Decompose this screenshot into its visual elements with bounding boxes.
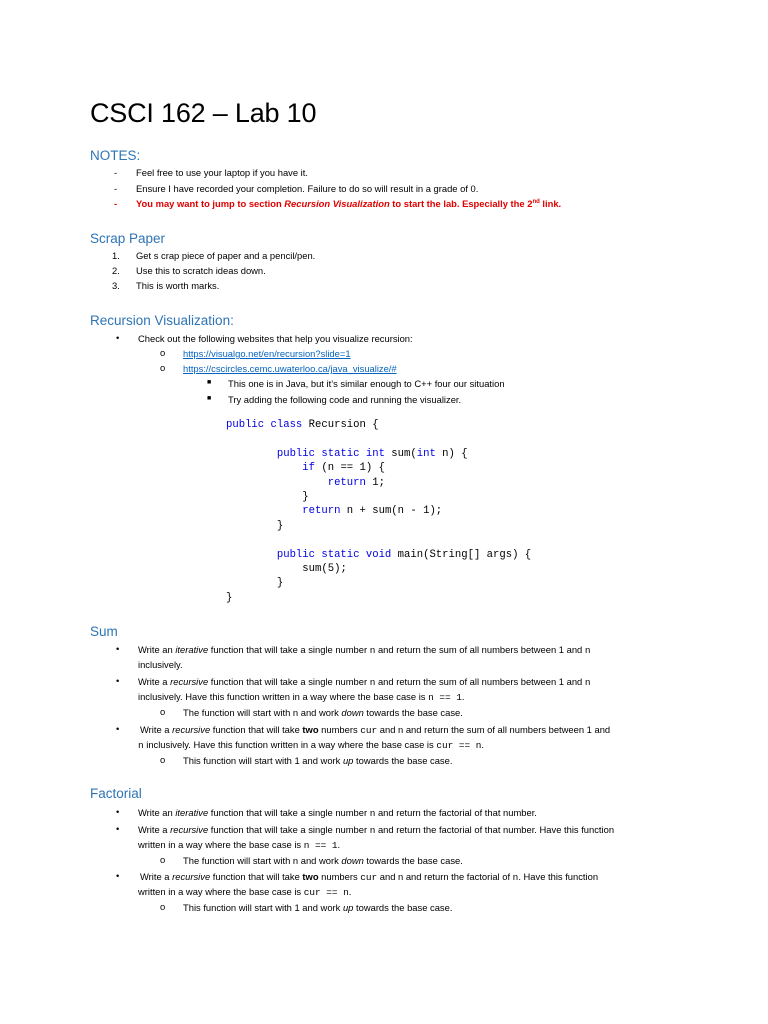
bullet-dot: • [116, 823, 120, 834]
circle-bullet: o [160, 347, 166, 358]
bullet-dot: • [116, 332, 120, 343]
code-text: } [302, 491, 309, 504]
dash-bullet: - [114, 167, 118, 178]
scrap-heading: Scrap Paper [90, 231, 166, 246]
scrap-item: This is worth marks. [136, 280, 220, 291]
code-line [226, 533, 531, 547]
code-text: } [226, 591, 233, 604]
bullet-dot: • [116, 870, 120, 881]
factorial-item-recursive-cont: written in a way where the base case is n == 1. [138, 839, 341, 851]
factorial-item-two-numbers-note: This function will start with 1 and work up towards the base case. [183, 902, 453, 913]
code-keyword: return [327, 476, 366, 489]
bullet-dot: • [116, 723, 120, 734]
code-text: sum(5); [302, 563, 347, 576]
scrap-item: Get s crap piece of paper and a pencil/pen. [136, 250, 316, 261]
factorial-item-two-numbers-cont: written in a way where the base case is cur == n. [138, 886, 352, 898]
notes-item: Feel free to use your laptop if you have it. [136, 167, 308, 178]
scrap-item: Use this to scratch ideas down. [136, 265, 266, 276]
factorial-item-two-numbers: Write a recursive function that will take two numbers cur and n and return the factorial of n. Have this function [140, 871, 599, 883]
notes-item-highlight: You may want to jump to section Recursion Visualization to start the lab. Especially the 2nd link. [136, 198, 562, 209]
code-keyword: public static void [276, 548, 392, 561]
sum-item-recursive-note: The function will start with n and work down towards the base case. [183, 707, 463, 718]
square-bullet: ■ [207, 379, 212, 386]
document-title: CSCI 162 – Lab 10 [90, 98, 317, 128]
code-keyword: public static int [276, 447, 385, 460]
code-line [226, 476, 531, 490]
code-text: } [276, 519, 284, 532]
number-marker: 1. [112, 250, 120, 261]
code-text: n + sum(n - 1); [340, 505, 443, 518]
recursion-subitem: This one is in Java, but it’s similar enough to C++ four our situation [228, 378, 505, 389]
square-bullet: ■ [207, 395, 212, 402]
sum-item-iterative: Write an iterative function that will take a single number n and return the sum of all numbers between 1 and n [138, 644, 591, 656]
circle-bullet: o [160, 362, 166, 373]
code-text: 1; [365, 476, 385, 489]
sum-item-two-numbers: Write a recursive function that will take two numbers cur and n and return the sum of all numbers between 1 and [140, 724, 611, 736]
recursion-subitem: Try adding the following code and running the visualizer. [228, 394, 462, 405]
code-line [226, 519, 531, 533]
code-text: n) { [435, 447, 468, 460]
sum-item-iterative-cont: inclusively. [138, 659, 183, 670]
notes-item: Ensure I have recorded your completion. Failure to do so will result in a grade of 0. [136, 183, 479, 194]
factorial-item-iterative: Write an iterative function that will take a single number n and return the factorial of that number. [138, 807, 537, 819]
factorial-item-recursive: Write a recursive function that will take a single number n and return the factorial of that number. Have this function [138, 824, 615, 836]
code-line [226, 461, 531, 475]
sum-item-recursive-cont: inclusively. Have this function written in a way where the base case is n == 1. [138, 691, 465, 703]
code-line [226, 504, 531, 518]
code-text: Recursion { [302, 419, 379, 431]
code-line [226, 548, 531, 562]
circle-bullet: o [160, 706, 166, 717]
notes-heading: NOTES: [90, 148, 141, 163]
bullet-dot: • [116, 675, 120, 686]
sum-heading: Sum [90, 624, 118, 639]
sum-item-two-numbers-cont: n inclusively. Have this function written in a way where the base case is cur == n. [138, 739, 484, 751]
code-keyword: int [416, 447, 436, 460]
visualgo-link[interactable]: https://visualgo.net/en/recursion?slide=1 [183, 348, 351, 359]
bullet-dot: • [116, 643, 120, 654]
code-keyword: if [302, 462, 316, 475]
circle-bullet: o [160, 754, 166, 765]
circle-bullet: o [160, 901, 166, 912]
code-text: sum( [384, 447, 417, 460]
number-marker: 3. [112, 280, 120, 291]
java-code-block [226, 418, 531, 605]
recursion-intro: Check out the following websites that help you visualize recursion: [138, 333, 413, 344]
sum-item-recursive: Write a recursive function that will take a single number n and return the sum of all numbers between 1 and n [138, 676, 591, 688]
code-line [226, 562, 531, 576]
code-line [226, 576, 531, 590]
circle-bullet: o [160, 854, 166, 865]
cscircles-link[interactable]: https://cscircles.cemc.uwaterloo.ca/java_visualize/# [183, 363, 397, 374]
code-text: } [276, 577, 284, 590]
code-keyword: public class [226, 419, 303, 431]
code-line [226, 432, 531, 446]
code-line [226, 418, 531, 432]
code-line [226, 591, 531, 605]
dash-bullet: - [114, 183, 118, 194]
code-keyword: return [302, 505, 341, 518]
code-line [226, 490, 531, 504]
number-marker: 2. [112, 265, 120, 276]
recursion-heading: Recursion Visualization: [90, 313, 234, 328]
code-text: (n == 1) { [315, 462, 385, 475]
code-text: main(String[] args) { [391, 548, 532, 561]
sum-item-two-numbers-note: This function will start with 1 and work up towards the base case. [183, 755, 453, 766]
code-line [226, 447, 531, 461]
dash-bullet: - [114, 198, 118, 209]
factorial-item-recursive-note: The function will start with n and work down towards the base case. [183, 855, 463, 866]
bullet-dot: • [116, 806, 120, 817]
factorial-heading: Factorial [90, 786, 142, 801]
